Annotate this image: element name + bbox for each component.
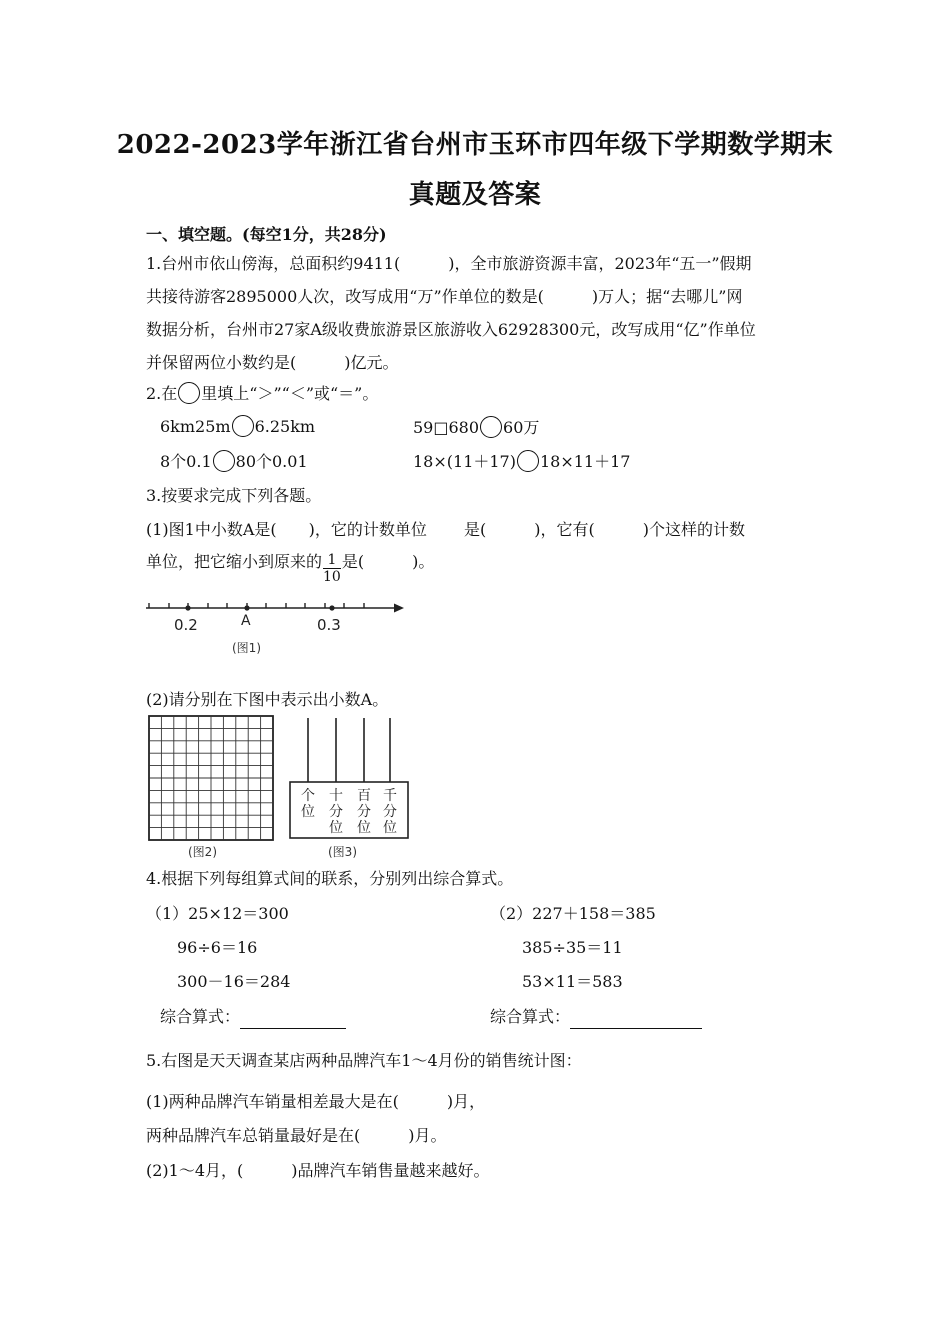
- q5-part1-line1: (1)两种品牌汽车销量相差最大是在( )月，: [146, 1092, 486, 1111]
- compare-circle: [178, 382, 200, 404]
- q3-part1-line2: 单位，把它缩小到原来的 $\frac{1}{10}$ 是( )。: [146, 552, 435, 585]
- fig3-caption: (图3): [328, 845, 357, 859]
- q2-item-a: 6km25m 6.25km: [160, 417, 316, 436]
- answer-circle-b[interactable]: [480, 416, 502, 438]
- answer-blank-2[interactable]: [570, 1009, 702, 1029]
- answer-blank-1[interactable]: [240, 1009, 346, 1029]
- q1-line4: 并保留两位小数约是( )亿元。: [146, 353, 399, 372]
- answer-circle-c[interactable]: [213, 450, 235, 472]
- q4-g1-b: 96÷6＝16: [177, 938, 258, 957]
- q4-g2-a: （2）227＋158＝385: [490, 904, 656, 923]
- q3-part1-line1: (1)图1中小数A是( )，它的计数单位 是( )，它有( )个这样的计数: [146, 520, 745, 539]
- q3-part2: (2)请分别在下图中表示出小数A。: [146, 690, 389, 709]
- section-heading: 一、填空题。(每空1分，共28分): [146, 225, 387, 244]
- answer-circle-a[interactable]: [232, 415, 254, 437]
- q1-line2: 共接待游客2895000人次，改写成用“万”作单位的数是( )万人；据“去哪儿”网: [146, 287, 743, 306]
- q4-combined-2: 综合算式：: [490, 1004, 702, 1029]
- fig1-label-A: A: [241, 613, 251, 629]
- fig3-col2-r3: 位: [329, 820, 343, 836]
- fig3-col4-r1: 千: [383, 788, 397, 804]
- fig3-col3-r3: 位: [357, 820, 371, 836]
- fig1-label-03: 0.3: [317, 616, 341, 634]
- q4-combined-1: 综合算式：: [160, 1004, 346, 1029]
- q1-line3: 数据分析，台州市27家A级收费旅游景区旅游收入62928300元，改写成用“亿”作单位: [146, 320, 756, 339]
- fraction-one-tenth: $\frac{1}{10}$: [323, 552, 341, 585]
- q4-stem: 4.根据下列每组算式间的联系，分别列出综合算式。: [146, 869, 514, 888]
- fig3-col4-r3: 位: [383, 820, 397, 836]
- fig3-col1-r2: 位: [301, 804, 315, 820]
- fig2-caption: (图2): [188, 845, 217, 859]
- q2-item-b: 59□680 60万: [413, 418, 540, 437]
- q2-stem: 2.在 里填上“＞”“＜”或“＝”。: [146, 384, 379, 403]
- q4-g2-c: 53×11＝583: [522, 972, 623, 991]
- q5-stem: 5.右图是天天调查某店两种品牌汽车1～4月份的销售统计图：: [146, 1051, 582, 1070]
- document-title-line2: 真题及答案: [408, 180, 542, 210]
- fig3-col2-r2: 分: [329, 804, 343, 820]
- q4-g2-b: 385÷35＝11: [522, 938, 623, 957]
- figure1-number-line: [140, 596, 420, 660]
- q1-line1: 1.台州市依山傍海，总面积约9411( )，全市旅游资源丰富，2023年“五一”假期: [146, 254, 752, 273]
- fig3-col3-r1: 百: [357, 788, 371, 804]
- fig3-col3-r2: 分: [357, 804, 371, 820]
- q4-g1-c: 300－16＝284: [177, 972, 291, 991]
- q4-g1-a: （1）25×12＝300: [146, 904, 289, 923]
- fig3-col2-r1: 十: [329, 788, 343, 804]
- document-title-line1: 2022-2023学年浙江省台州市玉环市四年级下学期数学期末: [116, 130, 834, 160]
- q2-item-d: 18×(11＋17) 18×11＋17: [413, 452, 631, 471]
- q3-stem: 3.按要求完成下列各题。: [146, 486, 322, 505]
- fig1-label-02: 0.2: [174, 616, 198, 634]
- answer-circle-d[interactable]: [517, 450, 539, 472]
- figure3-abacus: [284, 714, 414, 860]
- fig3-col4-r2: 分: [383, 804, 397, 820]
- fig3-col1-r1: 个: [301, 788, 315, 804]
- q5-part2: (2)1～4月，( )品牌汽车销售量越来越好。: [146, 1161, 490, 1180]
- q2-item-c: 8个0.1 80个0.01: [160, 452, 308, 471]
- figure2-grid: [144, 714, 279, 860]
- fig1-caption: (图1): [232, 641, 261, 655]
- q5-part1-line2: 两种品牌汽车总销量最好是在( )月。: [146, 1126, 447, 1145]
